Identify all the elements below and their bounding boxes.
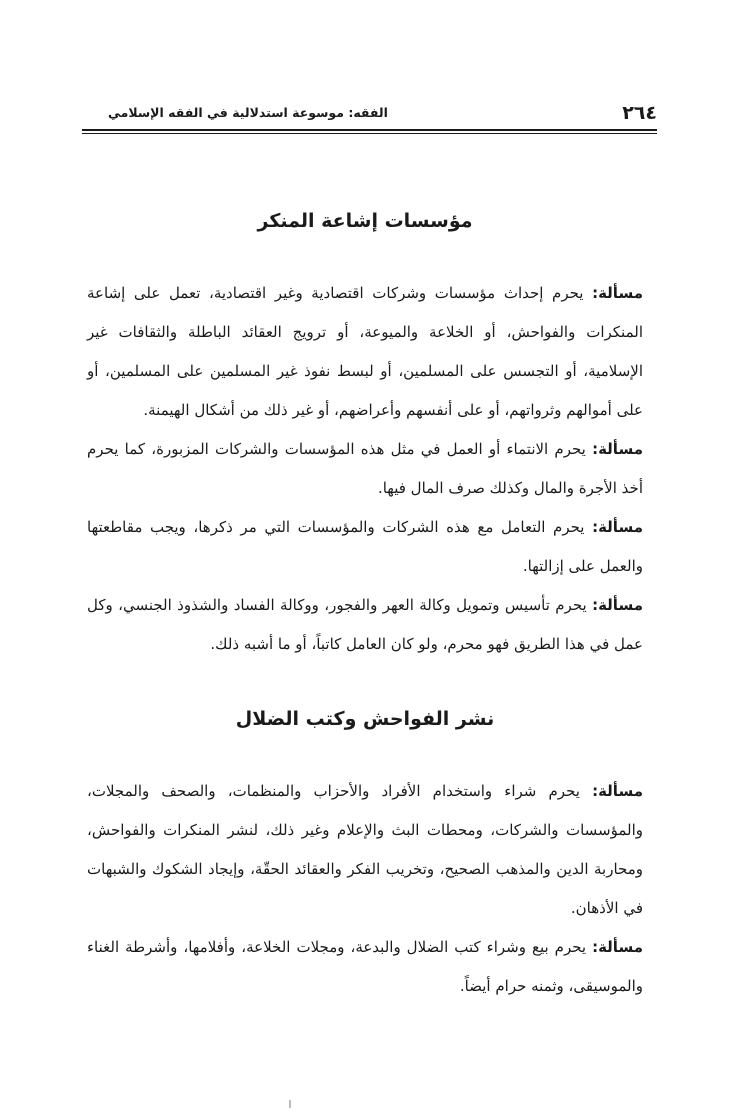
masala-paragraph bbox=[87, 508, 643, 586]
masala-paragraph bbox=[87, 928, 643, 1006]
masala-text: يحرم التعامل مع هذه الشركات والمؤسسات التي مر ذكرها، ويجب مقاطعتها والعمل على إزالتها. bbox=[87, 518, 643, 575]
masala-paragraph bbox=[87, 274, 643, 430]
section-heading: مؤسسات إشاعة المنكر bbox=[257, 210, 473, 232]
masala-text: يحرم شراء واستخدام الأفراد والأحزاب والمنظمات، والصحف والمجلات، والمؤسسات والشركات، ومحطات البث والإعلام وغير ذلك، لنشر المنكرات والفواحش، ومحاربة الدين والمذهب الصحيح، وتخريب الفكر والعقائد الحقّة، وإيجاد الشكوك والشبهات في الأذهان. bbox=[87, 782, 643, 917]
section-spreading-vice-and-misguidance-books bbox=[87, 704, 643, 1006]
masala-label: مسألة: bbox=[592, 284, 643, 302]
masala-label: مسألة: bbox=[592, 596, 643, 614]
masala-paragraph bbox=[87, 772, 643, 928]
scan-mark bbox=[289, 1100, 291, 1108]
masala-text: يحرم بيع وشراء كتب الضلال والبدعة، ومجلات الخلاعة، وأفلامها، وأشرطة الغناء والموسيقى، وثمنه حرام أيضاً. bbox=[87, 938, 643, 995]
masala-paragraph bbox=[87, 430, 643, 508]
header-rule-thin bbox=[82, 133, 657, 134]
masala-paragraph bbox=[87, 586, 643, 664]
masala-label: مسألة: bbox=[592, 518, 643, 536]
masala-label: مسألة: bbox=[592, 782, 643, 800]
masala-text: يحرم الانتماء أو العمل في مثل هذه المؤسسات والشركات المزبورة، كما يحرم أخذ الأجرة والمال وكذلك صرف المال فيها. bbox=[87, 440, 643, 497]
header-rule bbox=[82, 129, 657, 131]
section-heading: نشر الفواحش وكتب الضلال bbox=[235, 708, 495, 730]
page-body bbox=[87, 192, 643, 1006]
running-title: الفقه: موسوعة استدلالية في الفقه الإسلامي bbox=[108, 105, 388, 120]
masala-label: مسألة: bbox=[592, 938, 643, 956]
section-promoting-vice-institutions bbox=[87, 206, 643, 664]
masala-label: مسألة: bbox=[592, 440, 643, 458]
masala-text: يحرم تأسيس وتمويل وكالة العهر والفجور، ووكالة الفساد والشذوذ الجنسي، وكل عمل في هذا الطريق فهو محرم، ولو كان العامل كاتباً، أو ما أشبه ذلك. bbox=[87, 596, 643, 653]
page-number: ٢٦٤ bbox=[622, 102, 657, 124]
running-header bbox=[108, 100, 657, 126]
masala-text: يحرم إحداث مؤسسات وشركات اقتصادية وغير اقتصادية، تعمل على إشاعة المنكرات والفواحش، أو الخلاعة والميوعة، أو ترويج العقائد الباطلة والثقافات غير الإسلامية، أو التجسس على المسلمين، أو لبسط نفوذ غير المسلمين على المسلمين، أو على أموالهم وثرواتهم، أو على أنفسهم وأعراضهم، أو غير ذلك من أشكال الهيمنة. bbox=[87, 284, 643, 419]
